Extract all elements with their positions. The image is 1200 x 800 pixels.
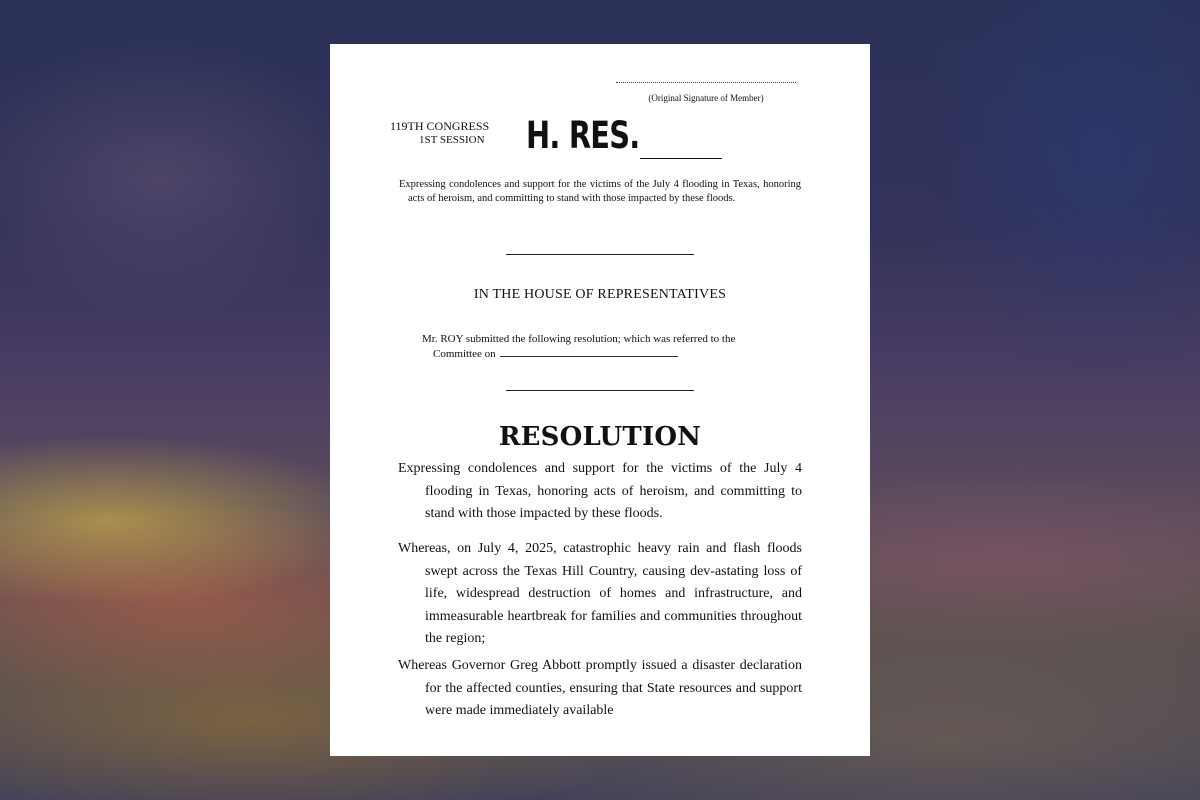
bill-type-heading: H. RES. [526, 114, 640, 157]
congress-session-block [390, 119, 520, 147]
whereas-clause: Whereas, on July 4, 2025, catastrophic heavy rain and flash floods swept across the Texas Hill Country, causing dev-astating loss of life, widespread destruction of homes and infrastructure, and immeasurable heartbreak for families and communities throughout the region; [398, 541, 802, 646]
divider-rule [506, 390, 694, 391]
resolution-heading: RESOLUTION [498, 422, 702, 452]
submission-line-2: Committee on [433, 348, 496, 360]
signature-line [616, 82, 796, 83]
signature-caption: (Original Signature of Member) [648, 93, 764, 103]
long-title: Expressing condolences and support for the victims of the July 4 flooding in Texas, honoring acts of heroism, and committing to stand with those impacted by these floods. [398, 461, 802, 521]
whereas-clause: Whereas Governor Greg Abbott promptly issued a disaster declaration for the affected counties, ensuring that State resources and support were made immediately available [398, 658, 802, 718]
submission-statement [422, 332, 786, 362]
resolution-document-page [330, 44, 870, 756]
chamber-heading: IN THE HOUSE OF REPRESENTATIVES [473, 287, 727, 302]
short-title: Expressing condolences and support for the victims of the July 4 flooding in Texas, honoring acts of heroism, and committing to stand with those impacted by these floods. [399, 179, 801, 204]
session-number: 1ST SESSION [419, 134, 485, 146]
committee-blank [500, 347, 678, 357]
congress-number: 119TH CONGRESS [390, 119, 490, 133]
bill-number-blank [640, 158, 722, 159]
divider-rule [506, 254, 694, 255]
submission-line-1: Mr. ROY submitted the following resolution; which was referred to the [422, 333, 736, 345]
